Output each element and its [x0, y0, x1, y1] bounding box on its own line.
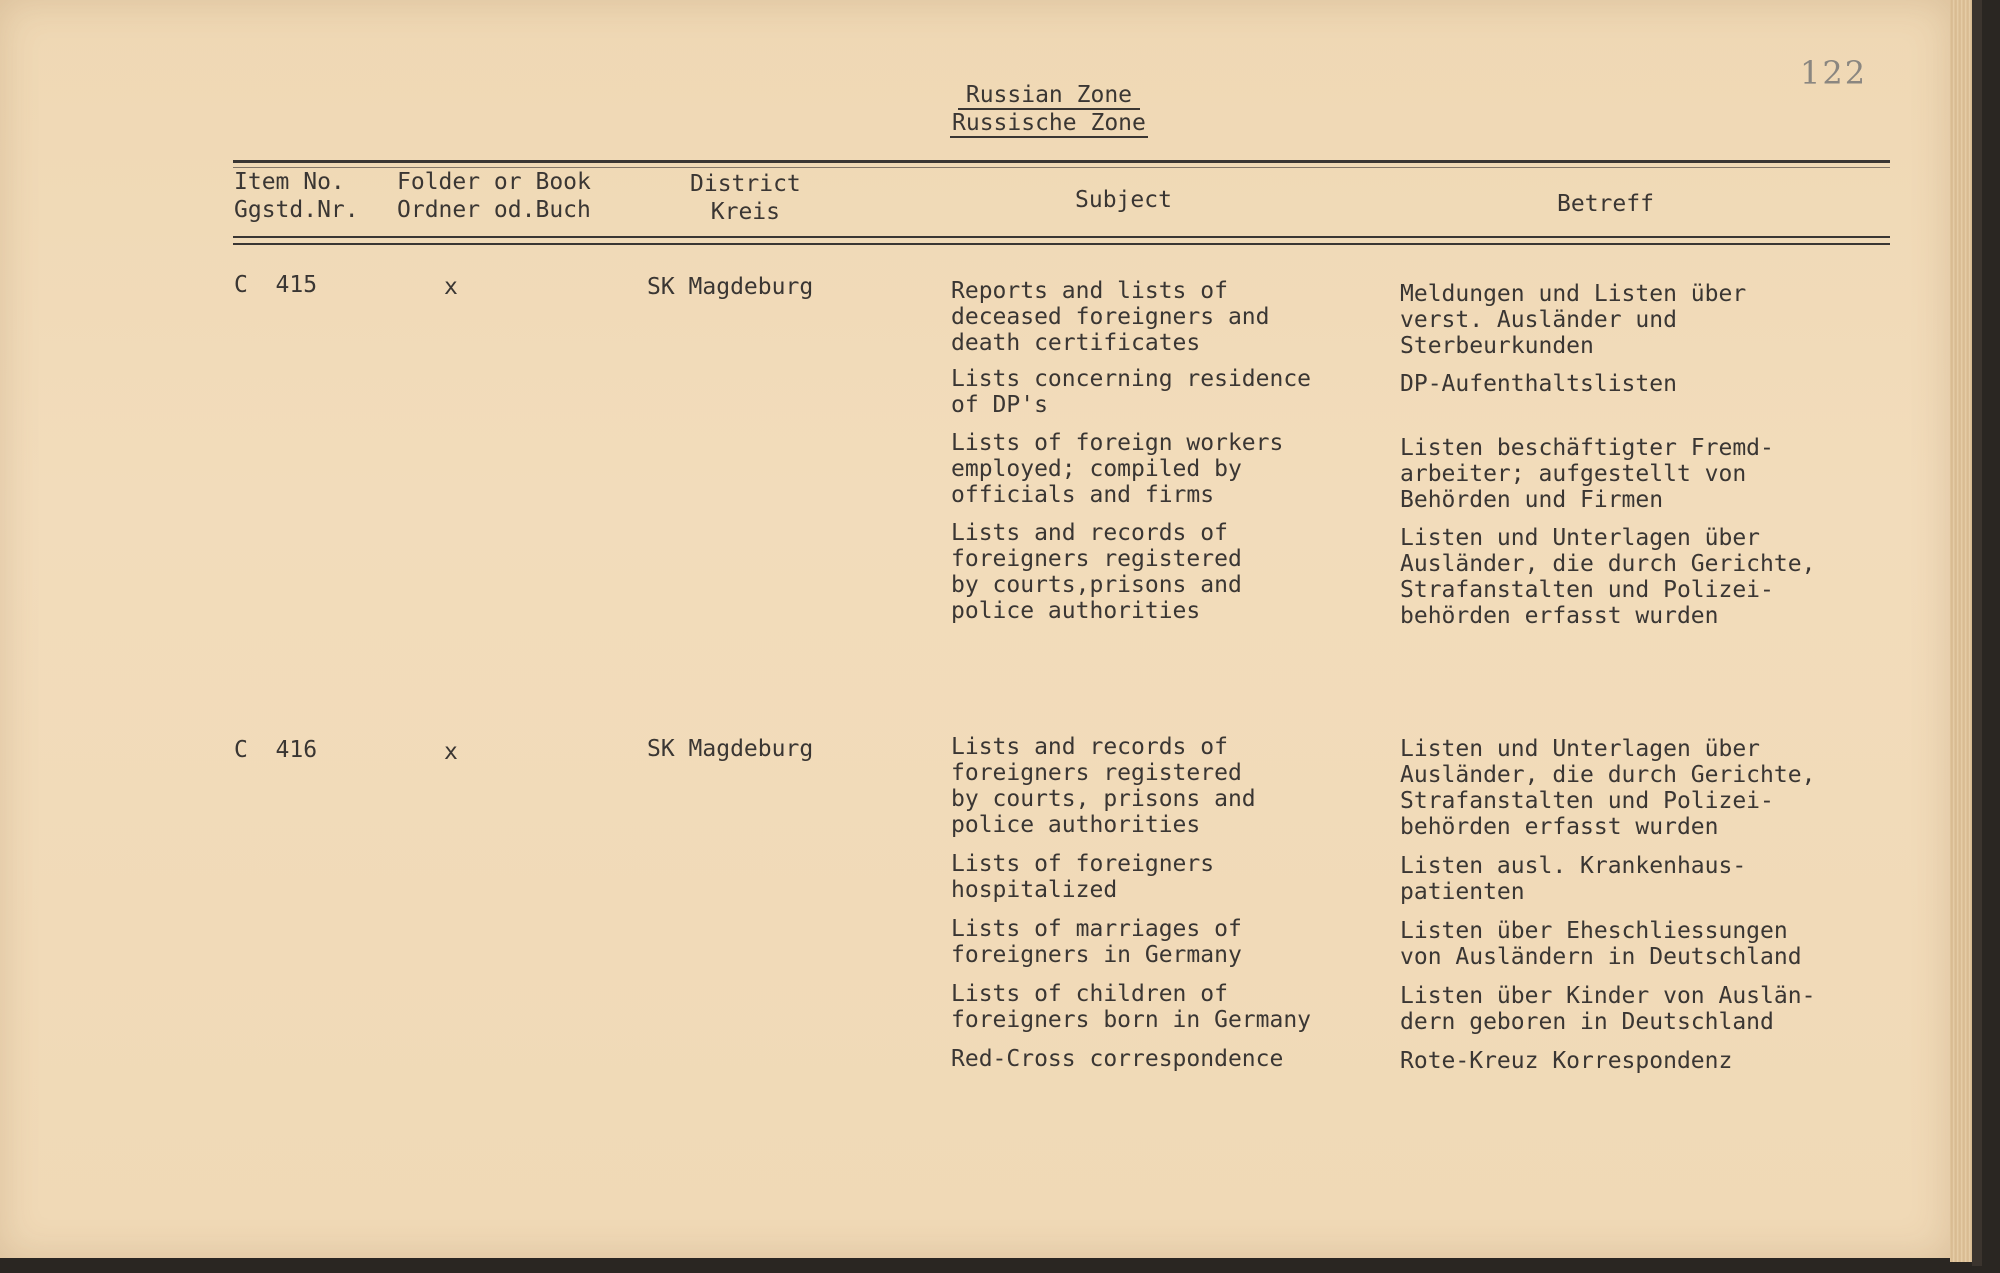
- row-1-item-no: C 415: [234, 272, 318, 298]
- header-bottom-rule: [233, 236, 1890, 238]
- book-page-edges: [1950, 0, 1972, 1262]
- header-district-en: District: [690, 171, 801, 197]
- row-2-subject-list: [951, 734, 1391, 1085]
- row-2-betreff-1: Listen und Unterlagen über Ausländer, die durch Gerichte, Strafanstalten und Polizei- behörden erfasst wurden: [1400, 736, 1816, 840]
- row-1-subject-list: [951, 278, 1391, 637]
- row-2-folder: x: [444, 739, 458, 765]
- header-folder-de: Ordner od.Buch: [397, 197, 591, 223]
- zone-title-de: Russische Zone: [952, 110, 1146, 136]
- row-1-subject-3: Lists of foreign workers employed; compiled by officials and firms: [951, 430, 1284, 508]
- row-2-subject-4: Lists of children of foreigners born in Germany: [951, 981, 1312, 1033]
- row-2-item-no: C 416: [234, 737, 318, 763]
- header-bottom-rule-2: [233, 243, 1890, 245]
- row-2-betreff-2: Listen ausl. Krankenhaus- patienten: [1400, 853, 1747, 905]
- row-2-subject-1: Lists and records of foreigners registered by courts, prisons and police authorities: [951, 734, 1256, 838]
- header-district: [690, 170, 801, 226]
- row-2-subject-3: Lists of marriages of foreigners in Germany: [951, 916, 1242, 968]
- header-item-no: [234, 168, 359, 224]
- row-1-subject-2: Lists concerning residence of DP's: [951, 366, 1312, 418]
- header-betreff: Betreff: [1557, 191, 1654, 217]
- row-1-subject-4: Lists and records of foreigners registered by courts,prisons and police authorities: [951, 520, 1242, 624]
- row-1-betreff-2: DP-Aufenthaltslisten: [1400, 371, 1677, 397]
- row-2-betreff-list: [1400, 736, 1880, 1087]
- row-2-betreff-3: Listen über Eheschliessungen von Ausländern in Deutschland: [1400, 918, 1802, 970]
- header-item-en: Item No.: [234, 169, 345, 195]
- zone-title: [950, 82, 1148, 138]
- row-2-betreff-5: Rote-Kreuz Korrespondenz: [1400, 1048, 1733, 1074]
- row-2-subject-5: Red-Cross correspondence: [951, 1046, 1284, 1072]
- header-folder-en: Folder or Book: [397, 169, 591, 195]
- row-2-betreff-4: Listen über Kinder von Auslän- dern geboren in Deutschland: [1400, 983, 1816, 1035]
- row-2-subject-2: Lists of foreigners hospitalized: [951, 851, 1215, 903]
- header-item-de: Ggstd.Nr.: [234, 197, 359, 223]
- row-1-folder: x: [444, 274, 458, 300]
- row-1-betreff-list: [1400, 281, 1880, 642]
- header-subject: Subject: [1075, 187, 1172, 213]
- header-top-rule: [233, 160, 1890, 163]
- row-1-betreff-3: Listen beschäftigter Fremd- arbeiter; aufgestellt von Behörden und Firmen: [1400, 435, 1774, 513]
- row-1-betreff-4: Listen und Unterlagen über Ausländer, die durch Gerichte, Strafanstalten und Polizei- behörden erfasst wurden: [1400, 525, 1816, 629]
- header-district-de: Kreis: [710, 199, 781, 225]
- zone-title-en: Russian Zone: [958, 82, 1140, 110]
- header-folder: [397, 168, 591, 224]
- row-2-district: SK Magdeburg: [647, 736, 814, 762]
- book-binding-edge: [1972, 0, 1982, 1266]
- page-number: 122: [1800, 54, 1868, 92]
- row-1-district: SK Magdeburg: [647, 274, 814, 300]
- row-1-subject-1: Reports and lists of deceased foreigners and death certificates: [951, 278, 1270, 356]
- row-1-betreff-1: Meldungen und Listen über verst. Ausländer und Sterbeurkunden: [1400, 281, 1747, 359]
